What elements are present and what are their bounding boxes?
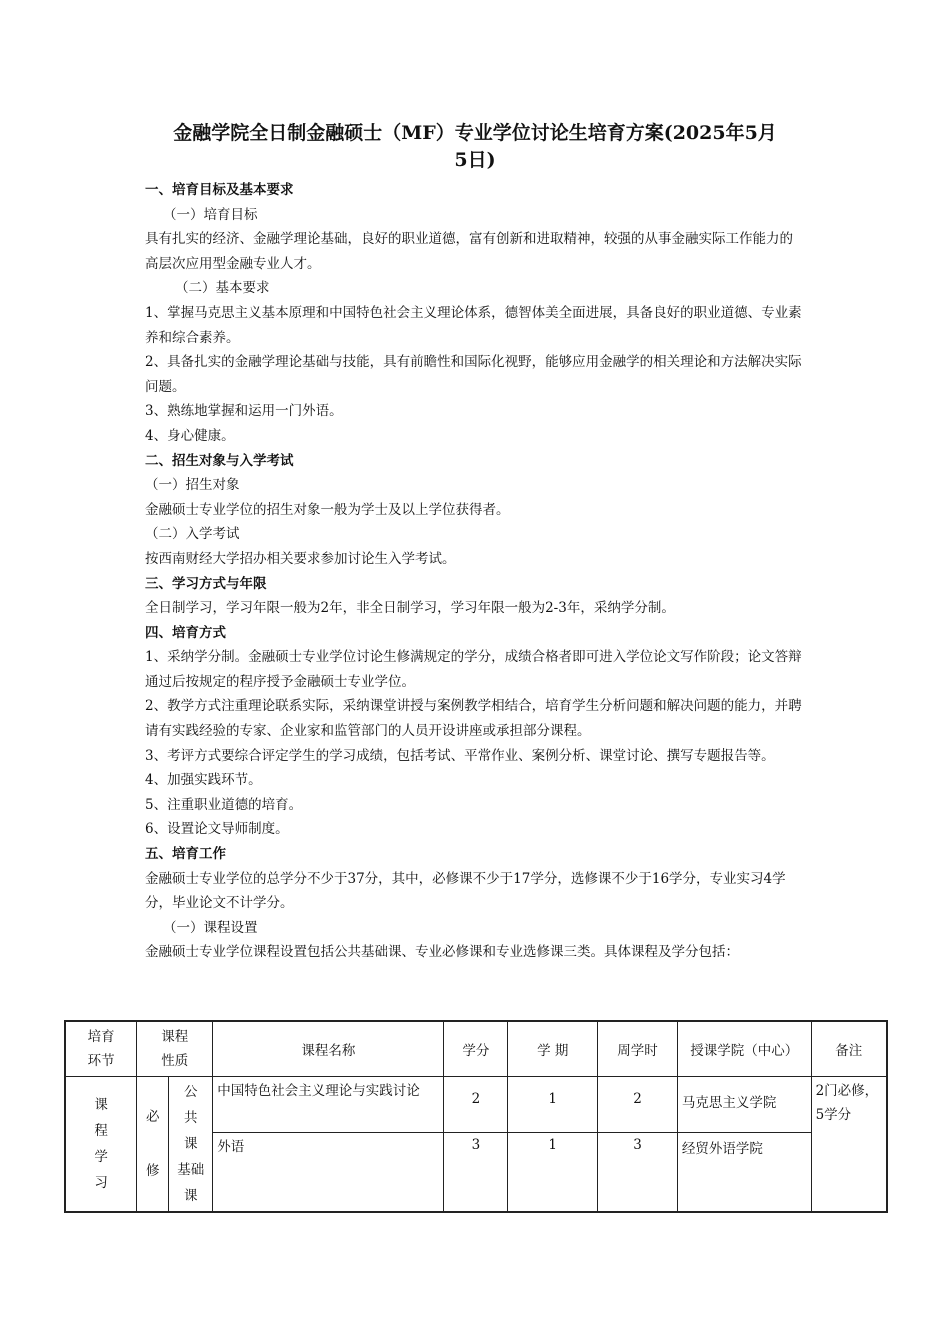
paragraph-list	[145, 178, 805, 965]
paragraph: 4、身心健康。	[145, 427, 235, 444]
paragraph: 全日制学习，学习年限一般为2年，非全日制学习，学习年限一般为2-3年，采纳学分制。	[145, 600, 675, 617]
stage-cell: 课 程 学 习	[65, 1077, 137, 1213]
document-body	[145, 120, 805, 965]
paragraph: 2、教学方式注重理论联系实际，采纳课堂讲授与案例教学相结合，培育学生分析问题和解决问题的能力，并聘请有实践经验的专家、企业家和监管部门的人员开设讲座或承担部分课程。	[145, 698, 802, 740]
paragraph: 2、具备扎实的金融学理论基础与技能，具有前瞻性和国际化视野，能够应用金融学的相关理论和方法解决实际问题。	[145, 354, 802, 395]
paragraph: 6、设置论文导师制度。	[145, 821, 289, 838]
required-cell: 必 修	[137, 1077, 169, 1213]
header-course-name: 课程名称	[213, 1021, 444, 1077]
weekly-hours-cell: 3	[598, 1133, 678, 1212]
header-term: 学 期	[508, 1021, 598, 1077]
college-cell: 经贸外语学院	[677, 1133, 811, 1212]
paragraph: （二）基本要求	[175, 280, 270, 297]
college-cell: 马克思主义学院	[677, 1077, 811, 1133]
paragraph: 1、掌握马克思主义基本原理和中国特色社会主义理论体系，德智体美全面进展，具备良好的职业道德、专业素养和综合素养。	[145, 304, 802, 346]
section-heading: 三、学习方式与年限	[145, 575, 267, 592]
notes-cell: 2门必修，5学分	[811, 1077, 887, 1213]
header-notes: 备注	[811, 1021, 887, 1077]
course-name-cell: 外语	[213, 1133, 444, 1212]
header-credits: 学分	[444, 1021, 508, 1077]
paragraph: 3、考评方式要综合评定学生的学习成绩，包括考试、平常作业、案例分析、课堂讨论、撰写专题报告等。	[145, 747, 775, 764]
paragraph: 5、注重职业道德的培育。	[145, 796, 303, 813]
section-heading: 一、培育目标及基本要求	[145, 182, 294, 198]
header-nature: 课程 性质	[137, 1021, 213, 1077]
credits-cell: 3	[444, 1133, 508, 1212]
credits-cell: 2	[444, 1077, 508, 1133]
term-cell: 1	[508, 1077, 598, 1133]
paragraph: 金融硕士专业学位课程设置包括公共基础课、专业必修课和专业选修课三类。具体课程及学分包括：	[145, 944, 739, 961]
paragraph: 具有扎实的经济、金融学理论基础，良好的职业道德，富有创新和进取精神，较强的从事金融实际工作能力的高层次应用型金融专业人才。	[145, 231, 793, 272]
section-heading: 二、招生对象与入学考试	[145, 452, 294, 469]
paragraph: （一）培育目标	[163, 206, 258, 223]
section-heading: 四、培育方式	[145, 624, 226, 641]
table-header-row	[65, 1021, 887, 1077]
paragraph: 4、加强实践环节。	[145, 772, 262, 789]
course-name-cell: 中国特色社会主义理论与实践讨论	[213, 1077, 444, 1133]
paragraph: 按西南财经大学招办相关要求参加讨论生入学考试。	[145, 550, 456, 567]
section-heading: 五、培育工作	[145, 846, 226, 863]
paragraph: （一）招生对象	[145, 477, 240, 494]
document-title	[145, 120, 805, 174]
category-cell: 公 共 课 基础 课	[169, 1077, 213, 1213]
paragraph: 金融硕士专业学位的总学分不少于37分，其中，必修课不少于17学分，选修课不少于16学分，专业实习4学分，毕业论文不计学分。	[145, 870, 786, 912]
paragraph: （一）课程设置	[163, 919, 258, 936]
table-row	[65, 1077, 887, 1133]
paragraph: 1、采纳学分制。金融硕士专业学位讨论生修满规定的学分，成绩合格者即可进入学位论文写作阶段；论文答辩通过后按规定的程序授予金融硕士专业学位。	[145, 649, 802, 690]
paragraph: 金融硕士专业学位的招生对象一般为学士及以上学位获得者。	[145, 501, 510, 518]
paragraph: 3、熟练地掌握和运用一门外语。	[145, 403, 343, 420]
title-line-2: 5日)	[454, 149, 496, 171]
term-cell: 1	[508, 1133, 598, 1212]
title-line-1: 金融学院全日制金融硕士（MF）专业学位讨论生培育方案(2025年5月	[173, 122, 777, 144]
header-weekly-hours: 周学时	[598, 1021, 678, 1077]
paragraph: （二）入学考试	[145, 526, 240, 543]
header-stage: 培育 环节	[65, 1021, 137, 1077]
header-college: 授课学院（中心）	[677, 1021, 811, 1077]
course-table	[64, 1020, 888, 1213]
weekly-hours-cell: 2	[598, 1077, 678, 1133]
